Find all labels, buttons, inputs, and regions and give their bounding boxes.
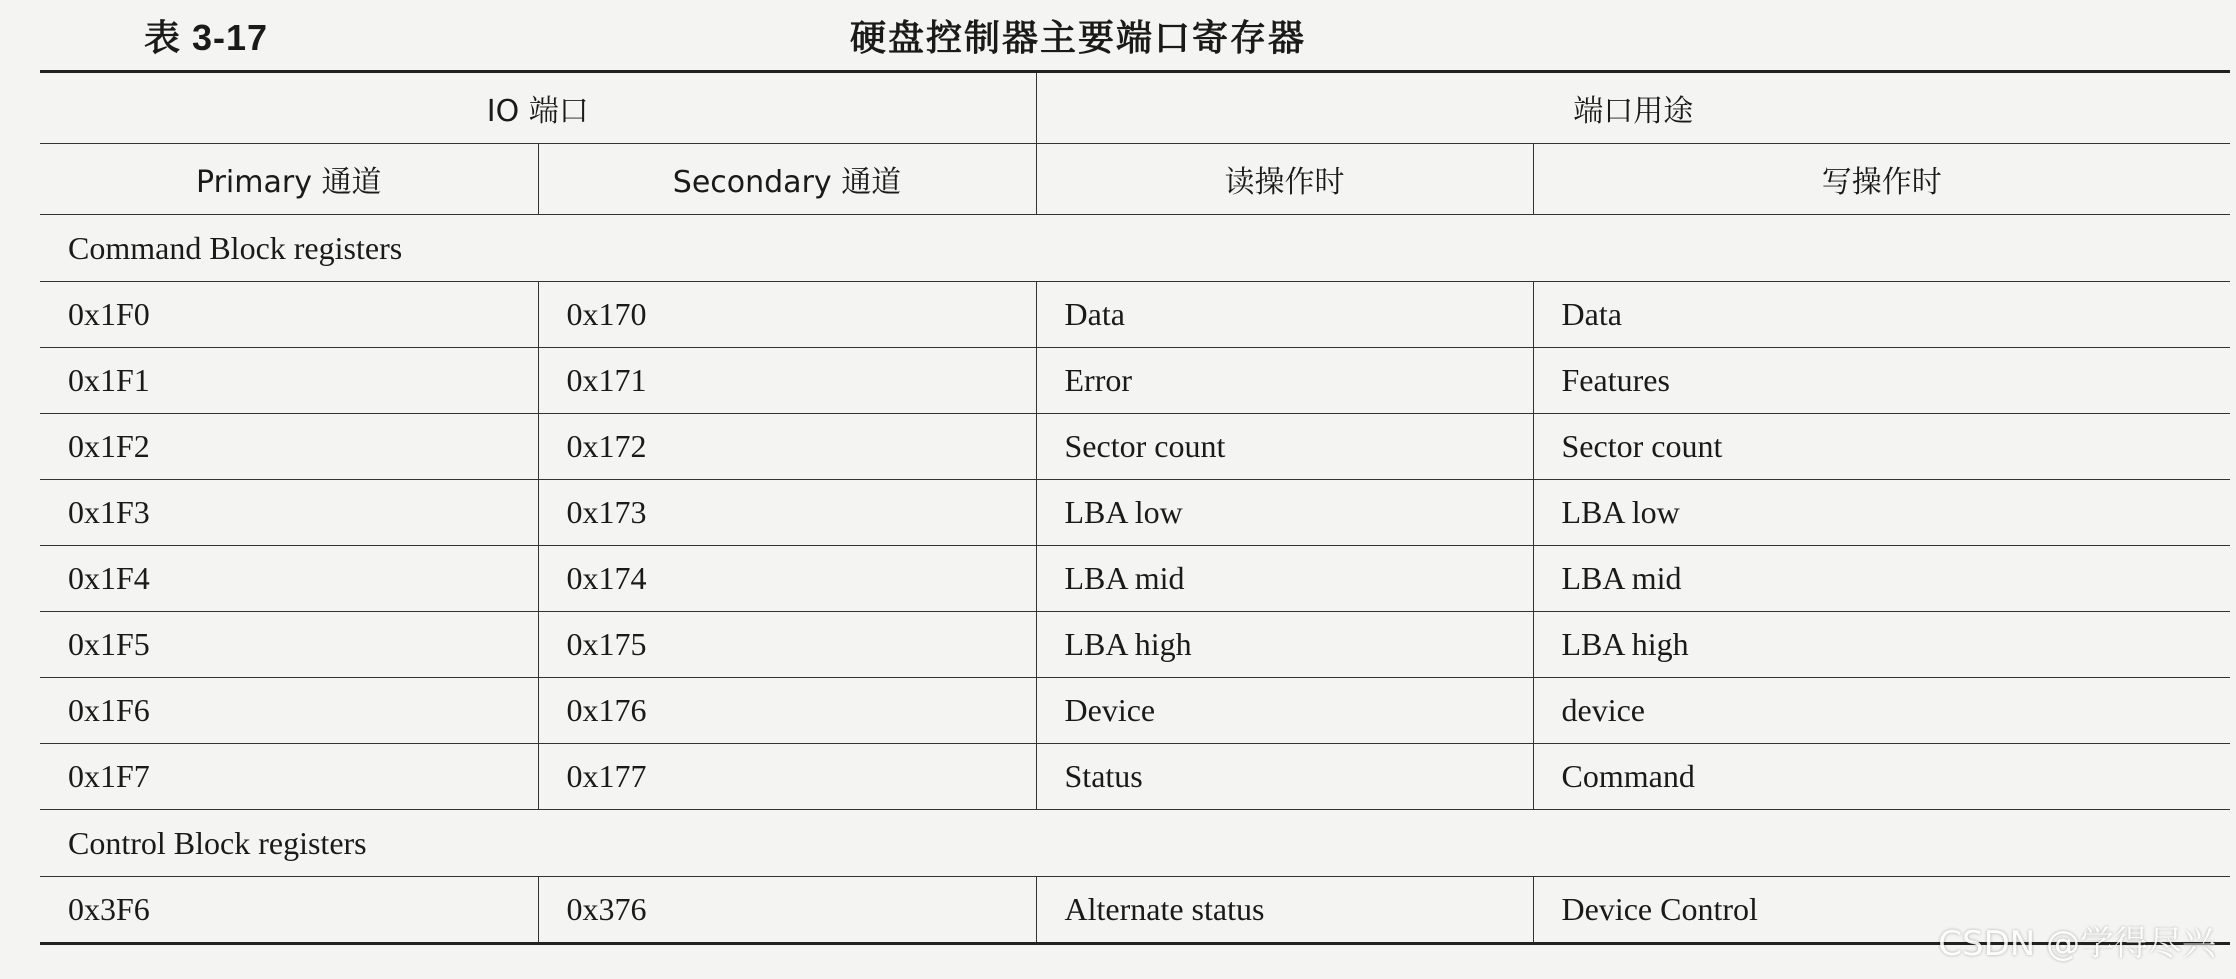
table-title: 硬盘控制器主要端口寄存器 <box>850 18 1307 59</box>
read-usage-cell: Status <box>1036 744 1533 810</box>
write-usage-cell: Data <box>1533 282 2230 348</box>
write-usage-cell: device <box>1533 678 2230 744</box>
command-block-section <box>40 215 2230 810</box>
write-usage-cell: LBA high <box>1533 612 2230 678</box>
primary-port-cell: 0x3F6 <box>40 877 538 944</box>
table-row <box>40 678 2230 744</box>
read-usage-cell: LBA high <box>1036 612 1533 678</box>
secondary-port-cell: 0x177 <box>538 744 1036 810</box>
secondary-port-cell: 0x172 <box>538 414 1036 480</box>
secondary-port-cell: 0x170 <box>538 282 1036 348</box>
write-usage-cell: Features <box>1533 348 2230 414</box>
control-block-section <box>40 810 2230 944</box>
read-usage-cell: LBA mid <box>1036 546 1533 612</box>
primary-port-cell: 0x1F3 <box>40 480 538 546</box>
primary-port-cell: 0x1F5 <box>40 612 538 678</box>
primary-channel-header: Primary 通道 <box>40 144 538 215</box>
table-row <box>40 414 2230 480</box>
table-row <box>40 480 2230 546</box>
secondary-port-cell: 0x175 <box>538 612 1036 678</box>
secondary-port-cell: 0x171 <box>538 348 1036 414</box>
read-usage-cell: Data <box>1036 282 1533 348</box>
table-number: 表 3-17 <box>144 17 269 58</box>
port-register-table <box>40 70 2230 945</box>
secondary-channel-header: Secondary 通道 <box>538 144 1036 215</box>
read-usage-cell: Alternate status <box>1036 877 1533 944</box>
primary-port-cell: 0x1F0 <box>40 282 538 348</box>
write-usage-cell: LBA mid <box>1533 546 2230 612</box>
read-usage-cell: Sector count <box>1036 414 1533 480</box>
table-row <box>40 546 2230 612</box>
primary-port-cell: 0x1F6 <box>40 678 538 744</box>
csdn-watermark: CSDN @学得尽兴 <box>1938 924 2216 964</box>
table-row <box>40 744 2230 810</box>
secondary-port-cell: 0x376 <box>538 877 1036 944</box>
table-caption <box>0 0 2236 70</box>
read-usage-cell: Error <box>1036 348 1533 414</box>
write-usage-cell: LBA low <box>1533 480 2230 546</box>
secondary-port-cell: 0x174 <box>538 546 1036 612</box>
write-operation-header: 写操作时 <box>1533 144 2230 215</box>
write-usage-cell: Sector count <box>1533 414 2230 480</box>
secondary-port-cell: 0x173 <box>538 480 1036 546</box>
write-usage-cell: Command <box>1533 744 2230 810</box>
read-usage-cell: LBA low <box>1036 480 1533 546</box>
read-usage-cell: Device <box>1036 678 1533 744</box>
primary-port-cell: 0x1F4 <box>40 546 538 612</box>
table-row <box>40 348 2230 414</box>
control-block-label: Control Block registers <box>40 810 2230 877</box>
table-row <box>40 877 2230 944</box>
primary-port-cell: 0x1F1 <box>40 348 538 414</box>
table-row <box>40 612 2230 678</box>
command-block-label: Command Block registers <box>40 215 2230 282</box>
read-operation-header: 读操作时 <box>1036 144 1533 215</box>
port-usage-header: 端口用途 <box>1036 72 2230 144</box>
primary-port-cell: 0x1F7 <box>40 744 538 810</box>
secondary-port-cell: 0x176 <box>538 678 1036 744</box>
primary-port-cell: 0x1F2 <box>40 414 538 480</box>
io-port-header: IO 端口 <box>40 72 1036 144</box>
table-row <box>40 282 2230 348</box>
write-usage-cell: Device Control <box>1533 877 2230 944</box>
